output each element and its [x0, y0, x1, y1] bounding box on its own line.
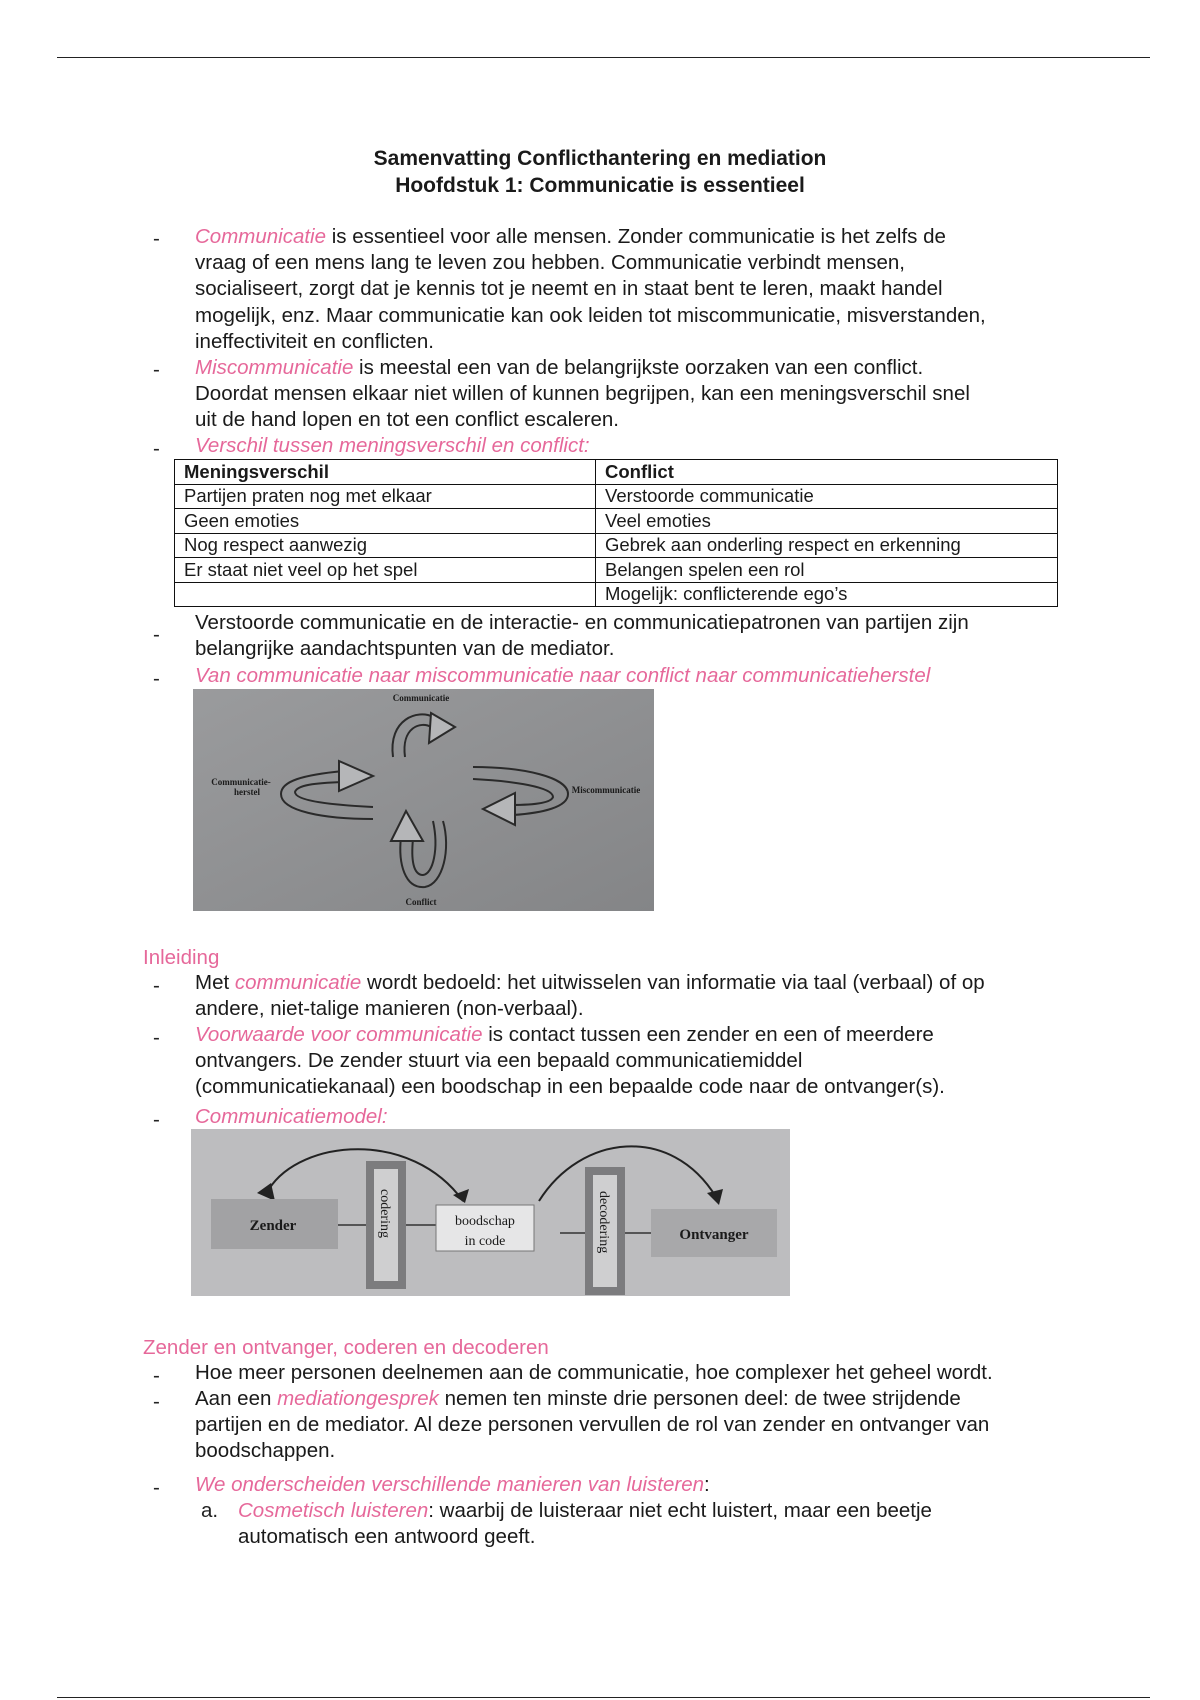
text-line: uit de hand lopen en tot een conflict escaleren.: [195, 408, 619, 432]
cycle-diagram: [193, 689, 654, 911]
receiver-label: Ontvanger: [679, 1227, 749, 1243]
text-line: andere, niet-talige manieren (non-verbaal).: [195, 997, 584, 1021]
sender-label: Zender: [249, 1218, 297, 1234]
table-caption: [195, 433, 1075, 459]
table-cell: Belangen spelen een rol: [596, 558, 1058, 583]
comparison-table: [174, 459, 1058, 607]
table-cell: Mogelijk: conflicterende ego’s: [596, 582, 1058, 607]
bullet-marker: -: [153, 358, 160, 381]
text-line: (communicatiekanaal) een boodschap in een bepaalde code naar de ontvanger(s).: [195, 1075, 945, 1099]
text-line: Aan een: [195, 1387, 278, 1410]
table-cell: [175, 582, 596, 607]
term-communicatie-def: communicatie: [234, 971, 362, 994]
table-cell: Veel emoties: [596, 509, 1058, 534]
text-line: Doordat mensen elkaar niet willen of kunnen begrijpen, kan een meningsverschil snel: [195, 382, 970, 406]
text-line: socialiseert, zorgt dat je kennis tot je neemt en in staat bent te leren, maakt handel: [195, 277, 943, 301]
text-line: partijen en de mediator. Al deze personen vervullen de rol van zender en ontvanger van: [195, 1413, 990, 1437]
text-line: mogelijk, enz. Maar communicatie kan ook leiden tot miscommunicatie, misverstanden,: [195, 303, 986, 327]
table-cell: Er staat niet veel op het spel: [175, 558, 596, 583]
paragraph-aandachtspunten: [195, 610, 1075, 662]
table-row: [175, 484, 1058, 509]
term-cosmetisch: Cosmetisch luisteren: [238, 1499, 429, 1522]
cycle-label-bottom: Conflict: [405, 897, 437, 907]
decoding-label: decodering: [596, 1191, 611, 1254]
intro-paragraph-miscommunicatie: [195, 355, 1075, 434]
bullet-marker: -: [153, 1390, 160, 1413]
bullet-marker: -: [153, 437, 160, 460]
text-line: is contact tussen een zender en een of meerdere: [482, 1023, 934, 1046]
cycle-label-right: Miscommunicatie: [571, 785, 641, 795]
table-cell: Nog respect aanwezig: [175, 533, 596, 558]
paragraph-complexer: [195, 1360, 1075, 1386]
figure-background: [193, 689, 654, 911]
table-cell: Geen emoties: [175, 509, 596, 534]
table-cell: Verstoorde communicatie: [596, 484, 1058, 509]
term-communicatie: Communicatie: [195, 225, 327, 248]
term-mediationgesprek: mediationgesprek: [277, 1387, 439, 1410]
term-cycle: Van communicatie naar miscommunicatie naar conflict naar communicatieherstel: [195, 664, 931, 687]
table-cell: Gebrek aan onderling respect en erkenning: [596, 533, 1058, 558]
term-miscommunicatie: Miscommunicatie: [195, 356, 354, 379]
table-row: [175, 533, 1058, 558]
heading-zender-ontvanger: Zender en ontvanger, coderen en decoderen: [143, 1336, 549, 1359]
encoding-label: codering: [377, 1189, 392, 1238]
text-line: Verstoorde communicatie en de interactie- en communicatiepatronen van partijen zijn: [195, 611, 969, 634]
bullet-marker: -: [153, 1108, 160, 1131]
text-line: wordt bedoeld: het uitwisselen van informatie via taal (verbaal) of op: [361, 971, 985, 994]
table-header-row: [175, 460, 1058, 485]
cycle-label-top: Communicatie: [392, 693, 450, 703]
bullet-marker: -: [153, 227, 160, 250]
document-title: Samenvatting Conflicthantering en mediation: [373, 147, 827, 170]
paragraph-cosmetisch: [238, 1498, 1078, 1550]
message-label-2: in code: [464, 1234, 506, 1249]
text-line: boodschappen.: [195, 1439, 336, 1463]
text-line: ontvangers. De zender stuurt via een bepaald communicatiemiddel: [195, 1049, 803, 1073]
text-line: Met: [195, 971, 235, 994]
communication-model-figure: [191, 1129, 790, 1296]
text-line: is essentieel voor alle mensen. Zonder communicatie is het zelfs de: [326, 225, 946, 248]
cycle-label-left-2: herstel: [234, 787, 260, 797]
text-line: automatisch een antwoord geeft.: [238, 1525, 536, 1549]
cycle-label-left-1: Communicatie-: [211, 777, 271, 787]
bullet-marker: -: [153, 1026, 160, 1049]
text-line: ineffectiviteit en conflicten.: [195, 329, 434, 353]
bullet-marker: -: [153, 1476, 160, 1499]
heading-inleiding: Inleiding: [143, 946, 220, 969]
table-row: [175, 509, 1058, 534]
bullet-marker: -: [153, 667, 160, 690]
bottom-rule: [57, 1697, 1150, 1698]
table-row: [175, 582, 1058, 607]
table-header-conflict: Conflict: [596, 460, 1058, 485]
text-line: : waarbij de luisteraar niet echt luistert, maar een beetje: [428, 1499, 932, 1522]
model-caption: [195, 1104, 1075, 1130]
paragraph-communicatie-definitie: [195, 970, 1075, 1022]
table-cell: Partijen praten nog met elkaar: [175, 484, 596, 509]
text-line: belangrijke aandachtspunten van de mediator.: [195, 637, 615, 661]
term-luisteren: We onderscheiden verschillende manieren van luisteren: [195, 1473, 704, 1496]
message-label-1: boodschap: [455, 1214, 515, 1229]
term-voorwaarde: Voorwaarde voor communicatie: [195, 1023, 483, 1046]
bullet-marker: -: [153, 623, 160, 646]
chapter-title: Hoofdstuk 1: Communicatie is essentieel: [395, 174, 805, 197]
intro-paragraph-communicatie: [195, 224, 1075, 355]
communication-cycle-figure: [193, 689, 654, 911]
model-diagram: [191, 1129, 790, 1296]
term-verschil: Verschil tussen meningsverschil en conflict:: [195, 434, 590, 457]
table-header-meningsverschil: Meningsverschil: [175, 460, 596, 485]
table-row: [175, 558, 1058, 583]
paragraph-mediationgesprek: [195, 1386, 1075, 1465]
paragraph-luisteren: [195, 1472, 1075, 1498]
bullet-marker: -: [153, 1364, 160, 1387]
list-marker-a: a.: [201, 1499, 219, 1522]
text-line: vraag of een mens lang te leven zou hebben. Communicatie verbindt mensen,: [195, 251, 905, 275]
cycle-caption: [195, 663, 1075, 689]
text-line: :: [704, 1473, 710, 1496]
bullet-marker: -: [153, 974, 160, 997]
text-line: Hoe meer personen deelnemen aan de communicatie, hoe complexer het geheel wordt.: [195, 1361, 993, 1384]
text-line: nemen ten minste drie personen deel: de twee strijdende: [438, 1387, 961, 1410]
text-line: is meestal een van de belangrijkste oorzaken van een conflict.: [353, 356, 924, 379]
term-communicatiemodel: Communicatiemodel:: [195, 1105, 388, 1128]
paragraph-voorwaarde: [195, 1022, 1075, 1101]
